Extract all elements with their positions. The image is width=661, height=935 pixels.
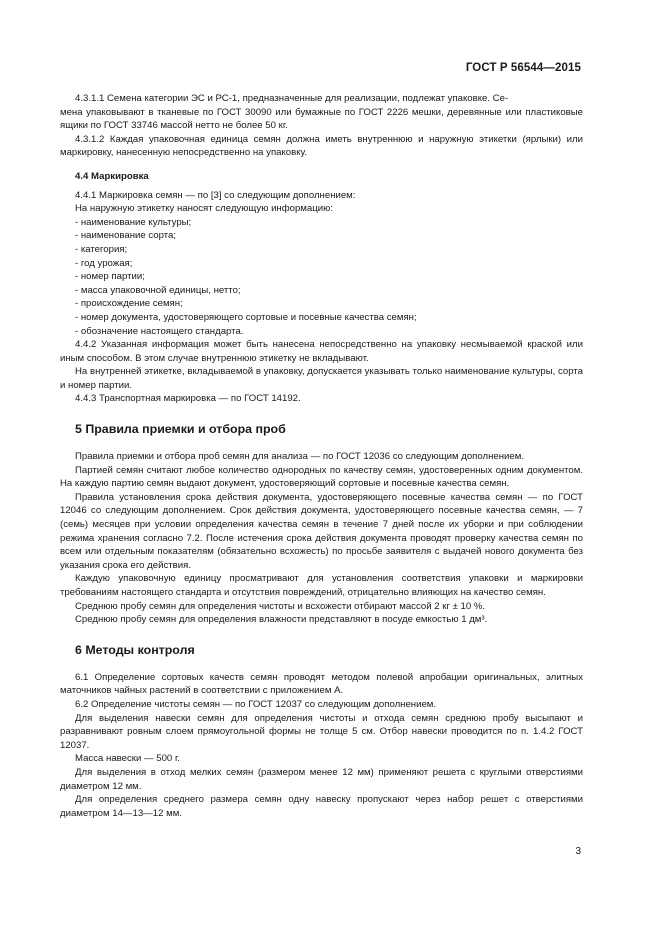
document-body [60,92,583,820]
paragraph-5-b: Партией семян считают любое количество однородных по качеству семян, удостоверенных одним документом. На каждую партию семян выдают документ, удостоверяющий сортовые и посевные качества семян. [60,464,583,490]
paragraph-4-4-2: 4.4.2 Указанная информация может быть нанесена непосредственно на упаковку несмываемой краской или иным способом. В этом случае внутреннюю этикетку не вкладывают. [60,339,583,364]
paragraph-4-4-1: 4.4.1 Маркировка семян — по [3] со следующим дополнением: [75,189,356,201]
section-title-5: 5 Правила приемки и отбора проб [75,422,286,437]
section-title-6: 6 Методы контроля [75,642,195,657]
list-item: - год урожая; [75,257,133,269]
document-id-header: ГОСТ Р 56544—2015 [465,62,581,74]
paragraph-5-f: Среднюю пробу семян для определения влажности представляют в посуде емкостью 1 дм³. [75,614,488,626]
paragraph-5-d: Каждую упаковочную единицу просматривают для установления соответствия упаковки и маркировки требованиям настоящего стандарта и отсутствия повреждений, отрицательно влияющих на качество семян. [60,573,583,598]
paragraph-5-a: Правила приемки и отбора проб семян для анализа — по ГОСТ 12036 со следующим дополнением. [75,451,524,463]
list-item: - обозначение настоящего стандарта. [75,325,244,337]
subsection-title-4-4: 4.4 Маркировка [75,170,149,182]
list-item: - происхождение семян; [75,298,183,310]
list-item: - наименование сорта; [75,230,177,242]
page-number: 3 [575,846,581,857]
paragraph-5-e: Среднюю пробу семян для определения чистоты и всхожести отбирают массой 2 кг ± 10 %. [75,600,486,612]
list-item: - масса упаковочной единицы, нетто; [75,284,241,296]
paragraph-6-2-c: Масса навески — 500 г. [75,753,180,765]
paragraph-4-4-1-intro: На наружную этикетку наносят следующую информацию: [75,203,333,215]
paragraph-4-3-1-1-cont: мена упаковывают в тканевые по ГОСТ 30090 или бумажные по ГОСТ 2226 мешки, деревянные или пластиковые ящики по ГОСТ 33746 массой нетто не более 50 кг. [60,106,583,132]
paragraph-4-4-3: 4.4.3 Транспортная маркировка — по ГОСТ 14192. [75,393,301,405]
paragraph-6-2-b: Для выделения навески семян для определения чистоты и отхода семян среднюю пробу высыпают и разравнивают ровным слоем прямоугольной формы не толще 5 см. Отбор навески проводится по п. 1.4.2 ГОСТ 12037. [60,712,583,751]
paragraph-6-2-e: Для определения среднего размера семян одну навеску пропускают через набор решет с отверстиями диаметром 14—13—12 мм. [60,794,583,819]
paragraph-6-1: 6.1 Определение сортовых качеств семян проводят методом полевой апробации оригинальных, элитных маточников чайных растений в соответствии с приложением А. [60,671,583,697]
list-item: - категория; [75,243,128,255]
paragraph-6-2-d: Для выделения в отход мелких семян (размером менее 12 мм) применяют решета с круглыми отверстиями диаметром 12 мм. [60,766,583,792]
list-item: - номер партии; [75,271,145,283]
paragraph-4-3-1-2: 4.3.1.2 Каждая упаковочная единица семян должна иметь внутреннюю и наружную этикетки (ярлыки) или маркировку, нанесенную непосредственно на упаковку. [60,133,583,159]
paragraph-4-3-1-1: 4.3.1.1 Семена категории ЭС и РС-1, предназначенные для реализации, подлежат упаковке. Се- [75,93,509,104]
paragraph-4-4-2-cont: На внутренней этикетке, вкладываемой в упаковку, допускается указывать только наименование культуры, сорта и номер партии. [60,366,583,391]
list-item: - наименование культуры; [75,216,192,228]
paragraph-5-c: Правила установления срока действия документа, удостоверяющего посевные качества семян — по ГОСТ 12046 со следующим дополнением. Срок действия документа, удостоверяющего посевные качества семян, — 7 (семь) месяцев при условии определения качества семян в течение 7 дней после их уборки и при соблюдении режима хранения согласно 7.2. После истечения срока действия документа проводят проверку качества семян по всем или отдельным показателям (обязательно всхожесть) по просьбе заявителя с выдачей нового документа без указания срока его действия. [60,491,583,571]
paragraph-6-2: 6.2 Определение чистоты семян — по ГОСТ 12037 со следующим дополнением. [75,698,437,710]
list-item: - номер документа, удостоверяющего сортовые и посевные качества семян; [75,311,417,323]
